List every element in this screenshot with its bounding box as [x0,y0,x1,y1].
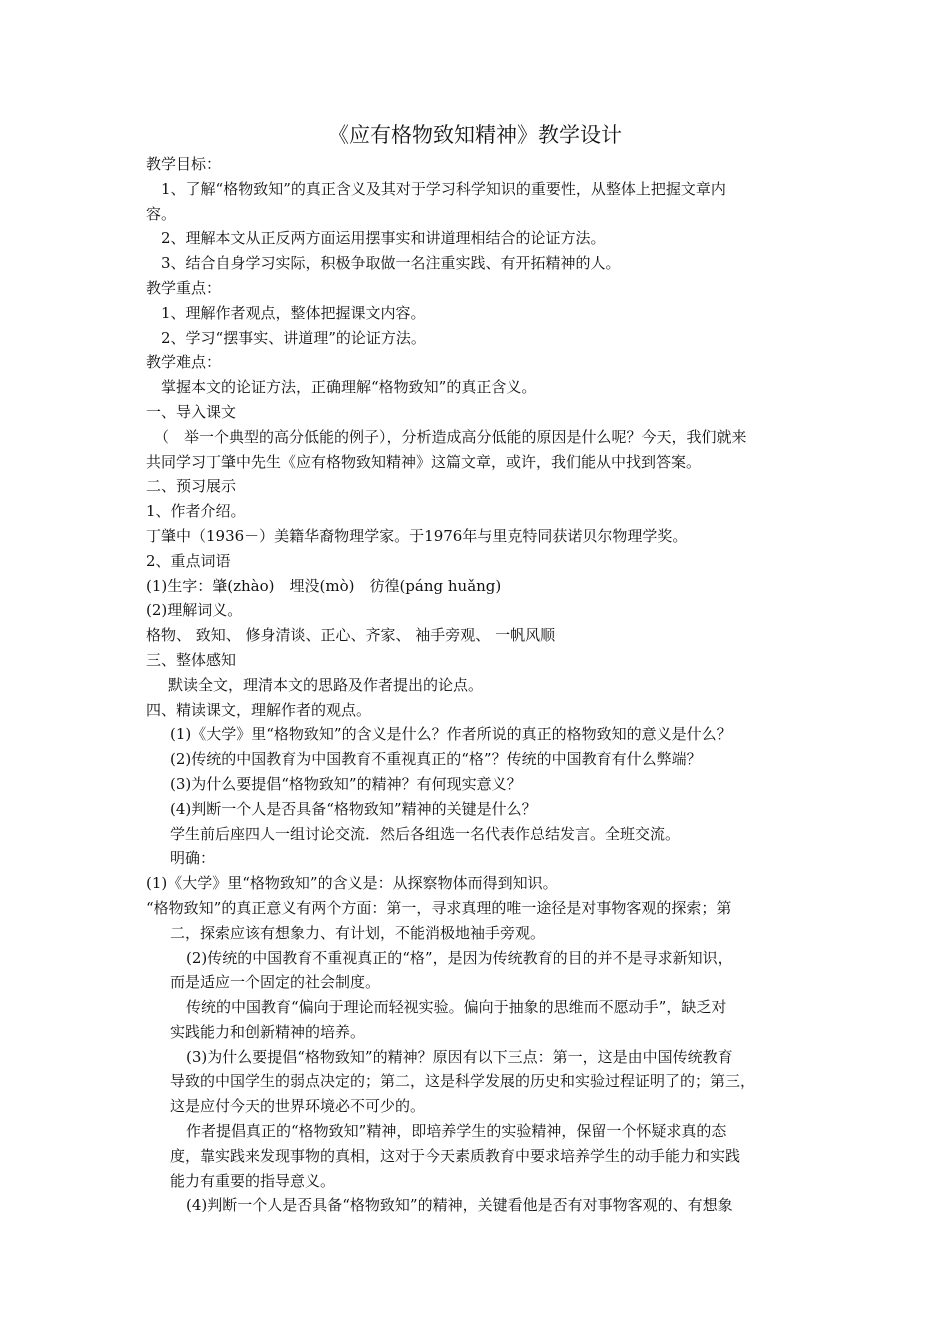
text-line: 而是适应一个固定的社会制度。 [170,973,381,992]
text-line: 掌握本文的论证方法，正确理解“格物致知”的真正含义。 [161,378,537,397]
text-line: 格物、 致知、 修身清谈、正心、齐家、 袖手旁观、 一帆风顺 [146,626,556,645]
text-line: (3)为什么要提倡“格物致知”的精神？原因有以下三点：第一，这是由中国传统教育 [186,1047,733,1066]
text-line: 学生前后座四人一组讨论交流．然后各组选一名代表作总结发言。全班交流。 [170,824,681,843]
text-line: 教学重点： [146,278,222,297]
text-line: 共同学习丁肇中先生《应有格物致知精神》这篇文章，或许，我们能从中找到答案。 [146,452,702,471]
text-line: 默读全文，理清本文的思路及作者提出的论点。 [168,675,484,694]
text-line: 四、精读课文，理解作者的观点。 [146,700,372,719]
text-line: (4)判断一个人是否具备“格物致知”精神的关键是什么？ [170,799,537,818]
text-line: 二，探索应该有想象力、有计划，不能消极地袖手旁观。 [170,923,546,942]
text-line: (2)理解词义。 [146,601,243,620]
document-title: 《应有格物致知精神》教学设计 [328,123,622,147]
text-line: 三、整体感知 [146,650,237,669]
text-line: （ 举一个典型的高分低能的例子），分析造成高分低能的原因是什么呢？今天，我们就来 [154,427,747,446]
text-line: 2、重点词语 [146,551,231,570]
text-line: 明确： [170,849,216,868]
text-line: (2)传统的中国教育不重视真正的“格”，是因为传统教育的目的并不是寻求新知识， [186,948,733,967]
text-line: 作者提倡真正的“格物致知”精神，即培养学生的实验精神，保留一个怀疑求真的态 [186,1122,727,1141]
text-line: 1、作者介绍。 [146,502,246,521]
text-line: 教学目标： [146,155,222,173]
text-line: 传统的中国教育“偏向于理论而轻视实验。偏向于抽象的思维而不愿动手”，缺乏对 [186,998,727,1017]
text-line: 2、理解本文从正反两方面运用摆事实和讲道理相结合的论证方法。 [161,229,606,248]
text-line: 一、导入课文 [146,402,237,421]
text-line: (1)《大学》里“格物致知”的含义是什么？作者所说的真正的格物致知的意义是什么？ [170,725,732,744]
text-line: 1、理解作者观点，整体把握课文内容。 [161,303,426,322]
text-line: 丁肇中（1936－）美籍华裔物理学家。于1976年与里克特同获诺贝尔物理学奖。 [146,526,688,545]
text-line: 实践能力和创新精神的培养。 [170,1022,366,1041]
text-line: (3)为什么要提倡“格物致知”的精神？有何现实意义？ [170,774,522,793]
text-line: 能力有重要的指导意义。 [170,1171,336,1190]
text-line: 3、结合自身学习实际，积极争取做一名注重实践、有开拓精神的人。 [161,254,621,273]
text-line: 1、了解“格物致知”的真正含义及其对于学习科学知识的重要性，从整体上把握文章内 [161,179,726,198]
text-line: 度，靠实践来发现事物的真相，这对于今天素质教育中要求培养学生的动手能力和实践 [170,1146,741,1165]
document-body [146,152,810,1218]
text-line: 这是应付今天的世界环境必不可少的。 [170,1097,426,1116]
text-line: 导致的中国学生的弱点决定的；第二，这是科学发展的历史和实验过程证明了的；第三， [170,1072,756,1091]
text-line: “格物致知”的真正意义有两个方面：第一，寻求真理的唯一途径是对事物客观的探索；第 [146,898,732,917]
text-line: (2)传统的中国教育为中国教育不重视真正的“格”？传统的中国教育有什么弊端？ [170,750,702,769]
text-line: (1)《大学》里“格物致知”的含义是：从探察物体而得到知识。 [146,874,558,893]
text-line: 二、预习展示 [146,477,237,496]
text-line: 2、学习“摆事实、讲道理”的论证方法。 [161,328,426,347]
text-line: 教学难点： [146,353,222,372]
text-line: (4)判断一个人是否具备“格物致知”的精神，关键看他是否有对事物客观的、有想象 [186,1196,733,1215]
text-line: (1)生字：肇(zhào) 埋没(mò) 彷徨(páng huǎng) [146,576,502,595]
text-line: 容。 [146,204,177,223]
